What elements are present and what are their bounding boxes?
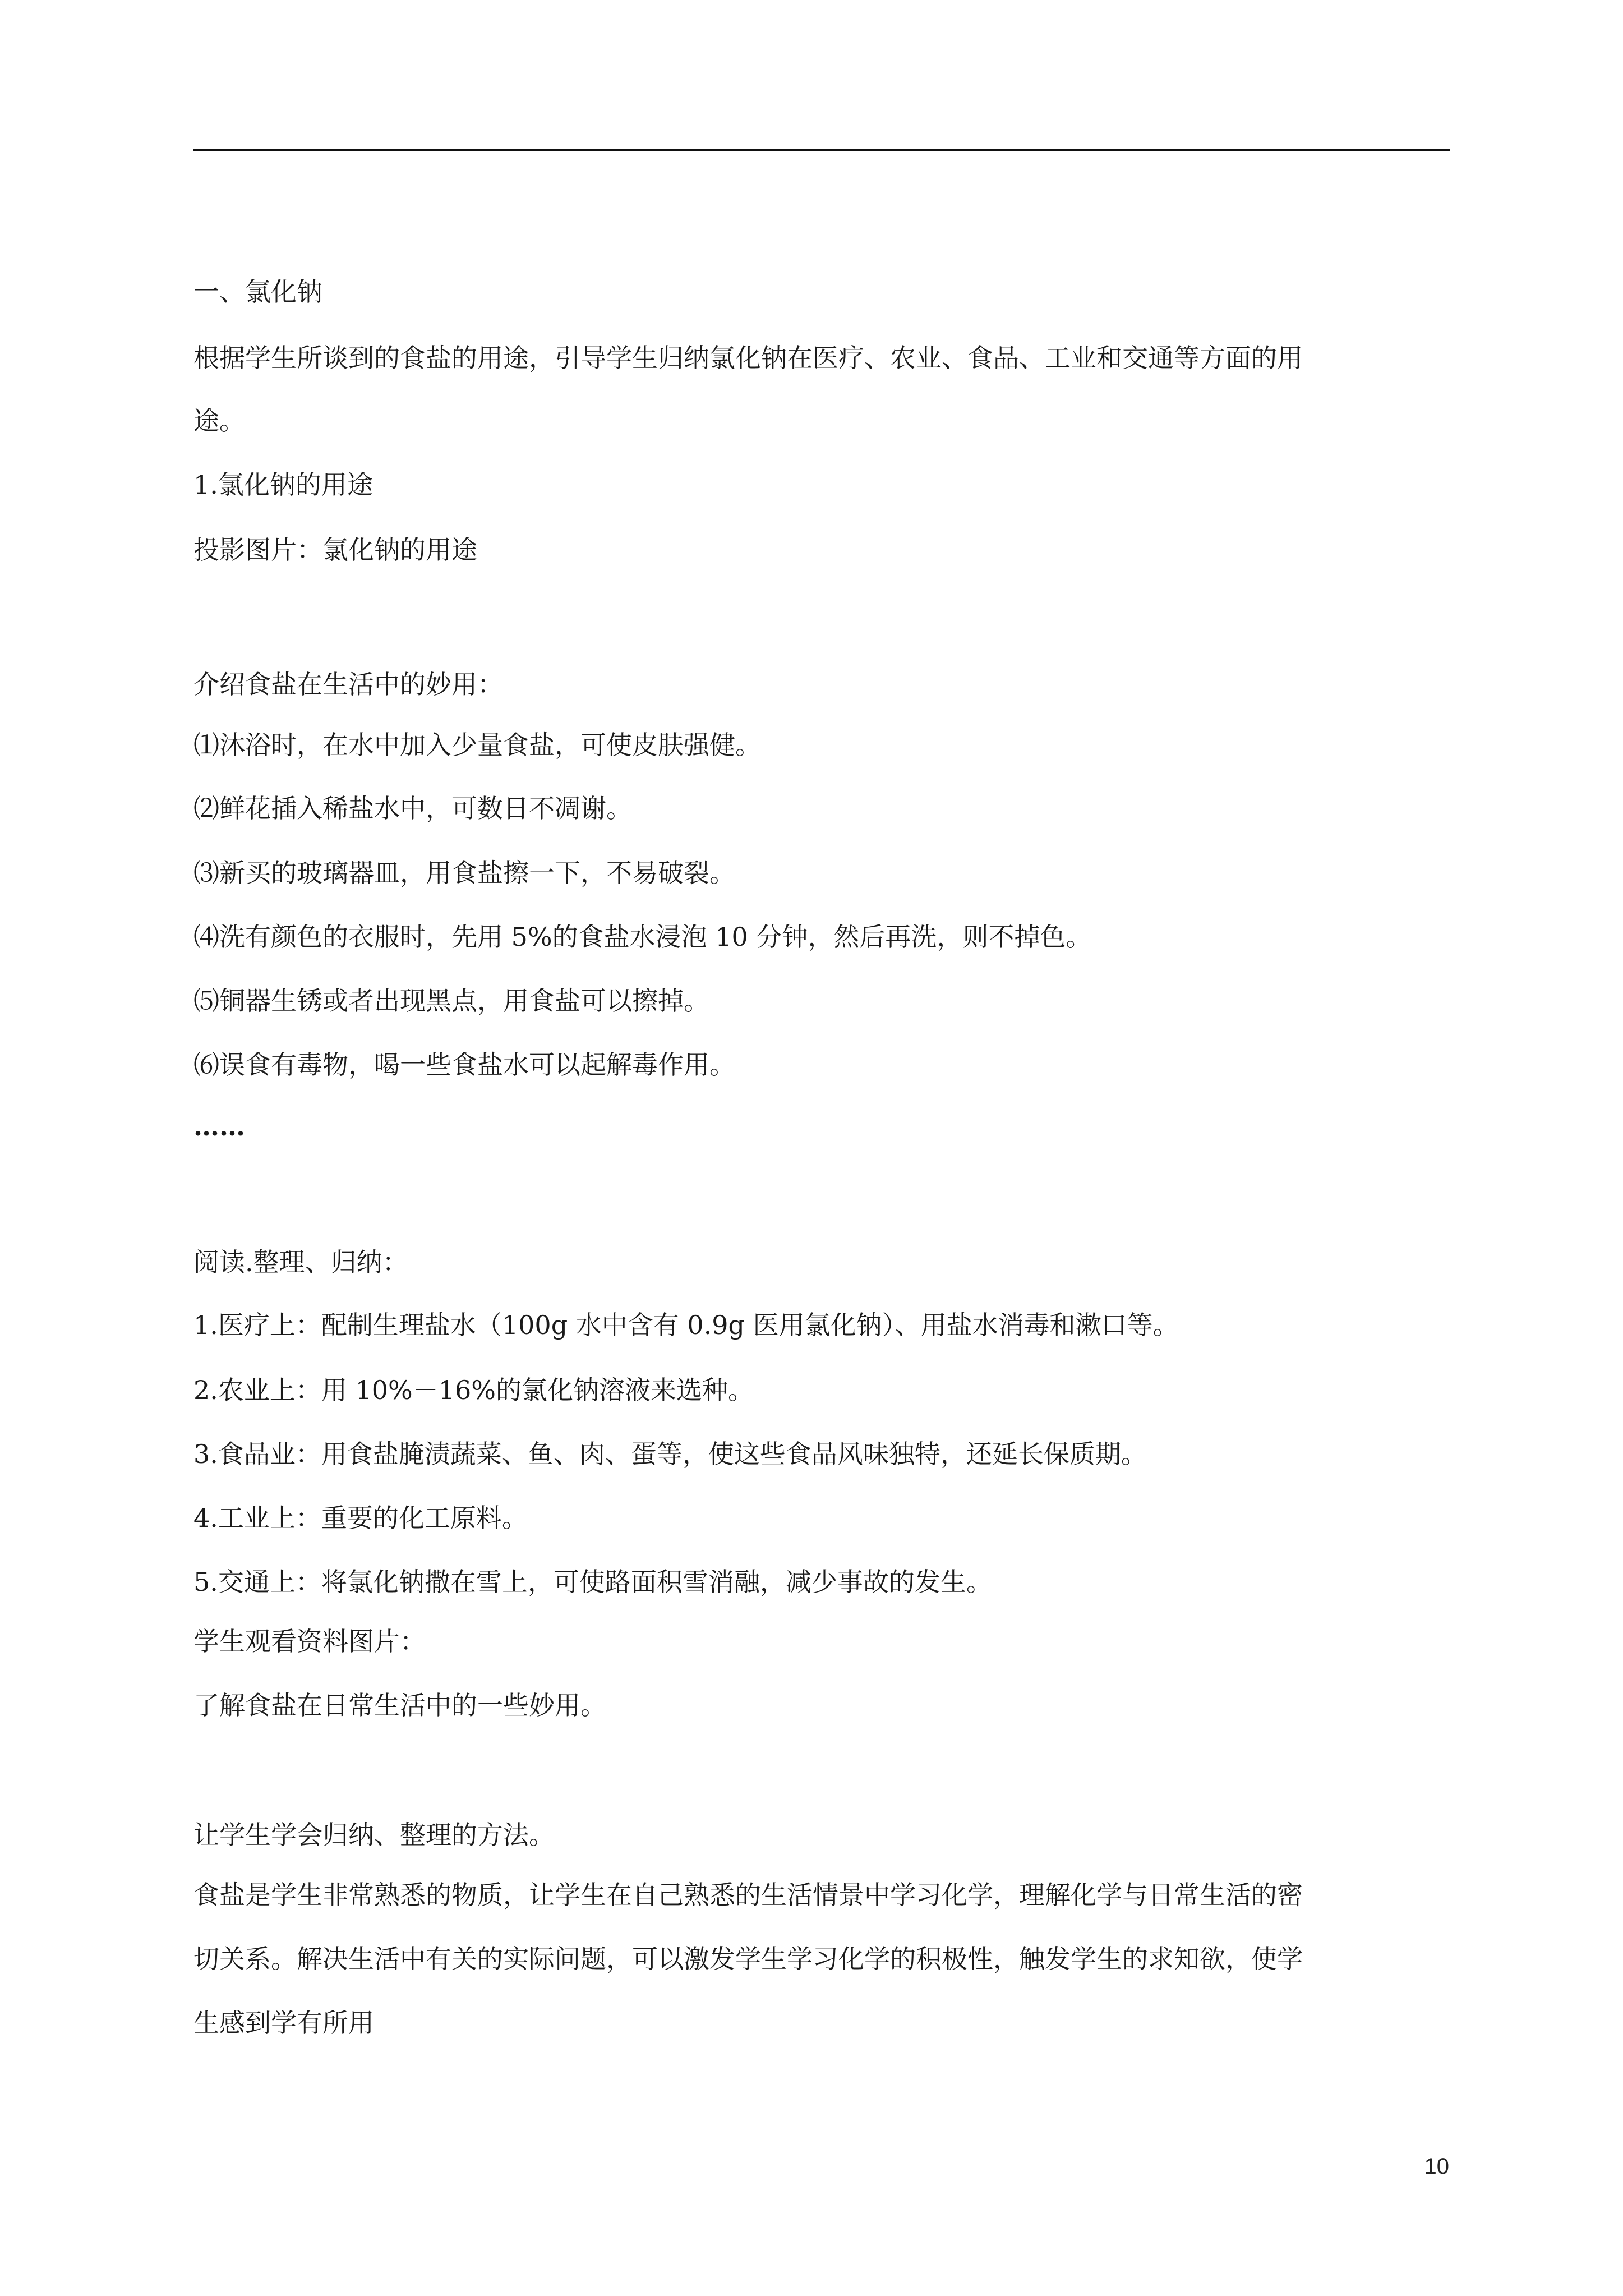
method-goal: 让学生学会归纳、整理的方法。 xyxy=(193,1820,555,1850)
tip-item: ⑴沐浴时，在水中加入少量食盐，可使皮肤强健。 xyxy=(193,730,761,760)
closing-line: 生感到学有所用 xyxy=(193,2008,374,2038)
tip-item: ⑹误食有毒物，喝一些食盐水可以起解毒作用。 xyxy=(193,1050,735,1080)
tips-heading: 介绍食盐在生活中的妙用： xyxy=(193,669,503,700)
summary-heading: 阅读.整理、归纳： xyxy=(193,1247,408,1277)
tip-item: ⑵鲜花插入稀盐水中，可数日不凋谢。 xyxy=(193,793,632,823)
ellipsis: …… xyxy=(193,1111,245,1142)
tip-item: ⑸铜器生锈或者出现黑点，用食盐可以擦掉。 xyxy=(193,986,709,1016)
summary-item: 4.工业上：重要的化工原料。 xyxy=(193,1503,528,1533)
summary-item: 5.交通上：将氯化钠撒在雪上，可使路面积雪消融，减少事故的发生。 xyxy=(193,1567,992,1597)
student-activity: 学生观看资料图片： xyxy=(193,1626,426,1657)
section-heading: 一、氯化钠 xyxy=(193,277,322,307)
page-number: 10 xyxy=(1424,2154,1449,2179)
summary-item: 2.农业上：用 10%－16%的氯化钠溶液来选种。 xyxy=(193,1375,754,1405)
tip-item: ⑶新买的玻璃器皿，用食盐擦一下，不易破裂。 xyxy=(193,858,735,888)
intro-line-2: 途。 xyxy=(193,406,245,436)
summary-item: 3.食品业：用食盐腌渍蔬菜、鱼、肉、蛋等，使这些食品风味独特，还延长保质期。 xyxy=(193,1439,1147,1469)
tip-item: ⑷洗有颜色的衣服时，先用 5%的食盐水浸泡 10 分钟，然后再洗，则不掉色。 xyxy=(193,922,1092,952)
summary-item: 1.医疗上：配制生理盐水（100g 水中含有 0.9g 医用氯化钠）、用盐水消毒和漱口等。 xyxy=(193,1310,1179,1340)
header-rule xyxy=(193,149,1450,151)
closing-line: 切关系。解决生活中有关的实际问题，可以激发学生学习化学的积极性，触发学生的求知欲，使学 xyxy=(193,1944,1303,1974)
intro-line-1: 根据学生所谈到的食盐的用途，引导学生归纳氯化钠在医疗、农业、食品、工业和交通等方面的用 xyxy=(193,343,1303,373)
projection-note: 投影图片：氯化钠的用途 xyxy=(193,535,477,565)
subheading-uses: 1.氯化钠的用途 xyxy=(193,470,373,500)
closing-line: 食盐是学生非常熟悉的物质，让学生在自己熟悉的生活情景中学习化学，理解化学与日常生活的密 xyxy=(193,1880,1303,1910)
student-activity-detail: 了解食盐在日常生活中的一些妙用。 xyxy=(193,1690,606,1720)
